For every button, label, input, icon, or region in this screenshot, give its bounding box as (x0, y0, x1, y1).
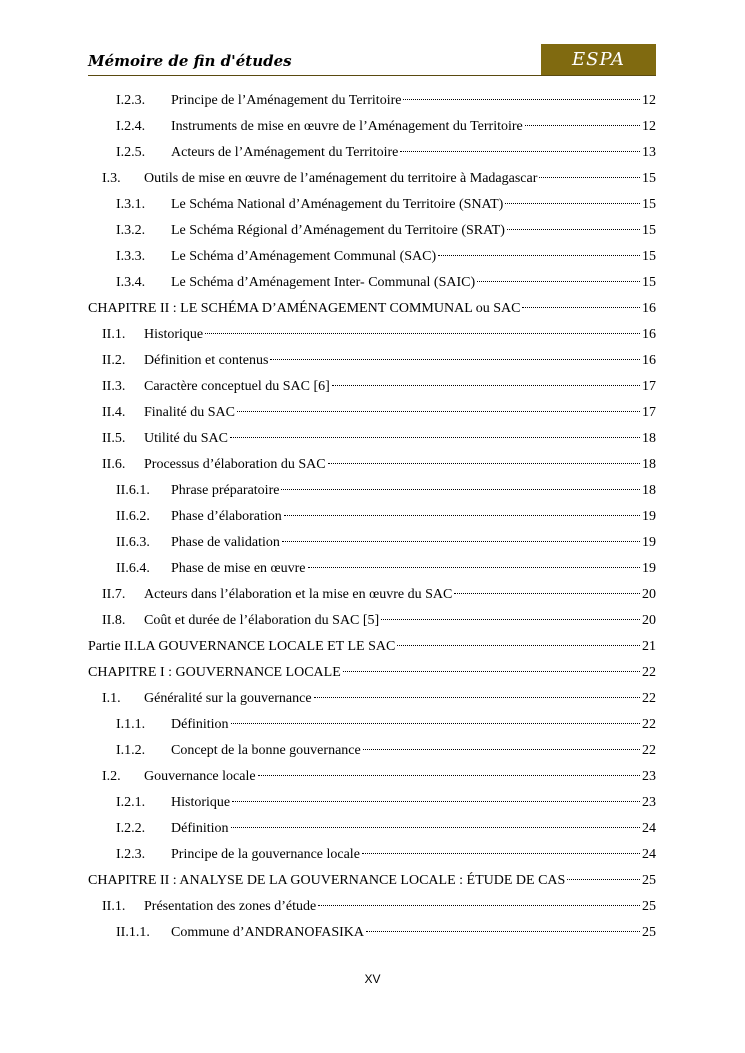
toc-entry-page: 13 (642, 145, 656, 160)
toc-entry[interactable] (88, 504, 656, 530)
toc-entry-number: II.6.2. (116, 509, 150, 524)
toc-leader-dots (454, 593, 640, 594)
toc-entry[interactable] (88, 400, 656, 426)
toc-entry-title: Commune d’ANDRANOFASIKA (171, 925, 365, 940)
toc-entry-title: Phase de validation (171, 535, 280, 550)
toc-leader-dots (403, 99, 640, 100)
toc-entry-number: I.2. (102, 769, 121, 784)
toc-entry-title: Coût et durée de l’élaboration du SAC [5] (144, 613, 380, 628)
toc-entry-title: Historique (144, 327, 204, 342)
toc-entry-title: Partie II.LA GOUVERNANCE LOCALE ET LE SAC (88, 639, 396, 654)
toc-entry-title: Acteurs dans l’élaboration et la mise en œuvre du SAC (144, 587, 453, 602)
toc-entry-title: Gouvernance locale (144, 769, 256, 784)
toc-entry[interactable] (88, 530, 656, 556)
toc-entry[interactable] (88, 868, 656, 894)
toc-entry[interactable] (88, 738, 656, 764)
toc-entry-number: I.3.1. (116, 197, 146, 212)
toc-leader-dots (477, 281, 640, 282)
toc-entry[interactable] (88, 296, 656, 322)
toc-leader-dots (438, 255, 640, 256)
toc-entry-page: 17 (642, 405, 656, 420)
page-header (88, 44, 656, 76)
toc-leader-dots (284, 515, 640, 516)
toc-entry-page: 24 (642, 821, 656, 836)
toc-entry[interactable] (88, 270, 656, 296)
toc-entry[interactable] (88, 816, 656, 842)
toc-entry-page: 24 (642, 847, 656, 862)
toc-entry-title: Phase d’élaboration (171, 509, 282, 524)
toc-leader-dots (318, 905, 640, 906)
toc-entry-number: I.1. (102, 691, 121, 706)
toc-entry-title: CHAPITRE II : LE SCHÉMA D’AMÉNAGEMENT COMMUNAL ou SAC (88, 301, 521, 316)
toc-entry-page: 16 (642, 301, 656, 316)
toc-entry-page: 25 (642, 925, 656, 940)
toc-leader-dots (328, 463, 640, 464)
toc-entry[interactable] (88, 634, 656, 660)
toc-entry-title: CHAPITRE II : ANALYSE DE LA GOUVERNANCE LOCALE : ÉTUDE DE CAS (88, 873, 566, 888)
toc-entry-page: 15 (642, 223, 656, 238)
toc-entry[interactable] (88, 764, 656, 790)
toc-entry-title: Concept de la bonne gouvernance (171, 743, 361, 758)
toc-leader-dots (525, 125, 640, 126)
toc-entry-page: 22 (642, 665, 656, 680)
toc-leader-dots (366, 931, 640, 932)
toc-entry-number: I.3.4. (116, 275, 146, 290)
toc-entry-number: II.3. (102, 379, 126, 394)
toc-leader-dots (362, 853, 640, 854)
toc-leader-dots (282, 541, 640, 542)
header-divider (88, 75, 656, 76)
toc-entry-number: I.2.3. (116, 93, 146, 108)
toc-leader-dots (230, 437, 640, 438)
toc-entry-title: Le Schéma National d’Aménagement du Territoire (SNAT) (171, 197, 504, 212)
toc-leader-dots (270, 359, 640, 360)
toc-entry[interactable] (88, 686, 656, 712)
toc-leader-dots (232, 801, 640, 802)
toc-entry-title: Acteurs de l’Aménagement du Territoire (171, 145, 399, 160)
toc-entry[interactable] (88, 712, 656, 738)
toc-entry-title: Le Schéma d’Aménagement Inter- Communal (SAIC) (171, 275, 476, 290)
toc-leader-dots (507, 229, 640, 230)
toc-leader-dots (314, 697, 640, 698)
toc-entry[interactable] (88, 166, 656, 192)
toc-entry-page: 18 (642, 431, 656, 446)
toc-entry-page: 19 (642, 509, 656, 524)
toc-entry[interactable] (88, 374, 656, 400)
toc-leader-dots (205, 333, 640, 334)
toc-entry-page: 21 (642, 639, 656, 654)
header-title: Mémoire de fin d'études (88, 52, 292, 70)
toc-entry-page: 15 (642, 275, 656, 290)
toc-entry-number: II.6.3. (116, 535, 150, 550)
toc-entry[interactable] (88, 894, 656, 920)
toc-entry-title: Généralité sur la gouvernance (144, 691, 312, 706)
toc-entry-page: 23 (642, 769, 656, 784)
toc-entry-title: Le Schéma Régional d’Aménagement du Territoire (SRAT) (171, 223, 505, 238)
toc-entry-title: Définition (171, 717, 229, 732)
toc-leader-dots (258, 775, 640, 776)
toc-entry-page: 25 (642, 899, 656, 914)
toc-entry-title: Instruments de mise en œuvre de l’Aménagement du Territoire (171, 119, 523, 134)
toc-entry[interactable] (88, 114, 656, 140)
toc-entry-page: 15 (642, 197, 656, 212)
toc-leader-dots (231, 723, 640, 724)
page-number: XV (364, 972, 381, 986)
toc-entry-number: II.7. (102, 587, 126, 602)
toc-entry-page: 20 (642, 587, 656, 602)
toc-entry[interactable] (88, 452, 656, 478)
toc-entry[interactable] (88, 88, 656, 114)
toc-entry-number: I.2.5. (116, 145, 146, 160)
toc-leader-dots (381, 619, 640, 620)
toc-entry-number: I.2.1. (116, 795, 146, 810)
toc-entry-number: I.1.1. (116, 717, 146, 732)
toc-entry-title: Phrase préparatoire (171, 483, 280, 498)
toc-entry-title: Historique (171, 795, 231, 810)
toc-leader-dots (343, 671, 640, 672)
toc-entry[interactable] (88, 582, 656, 608)
header-badge: ESPA (541, 44, 656, 75)
toc-entry-number: I.3.2. (116, 223, 146, 238)
toc-leader-dots (400, 151, 640, 152)
toc-entry[interactable] (88, 322, 656, 348)
toc-entry[interactable] (88, 218, 656, 244)
toc-entry-number: II.6. (102, 457, 126, 472)
toc-entry-title: Phase de mise en œuvre (171, 561, 306, 576)
toc-entry-number: I.1.2. (116, 743, 146, 758)
toc-leader-dots (231, 827, 640, 828)
toc-entry[interactable] (88, 608, 656, 634)
toc-entry-title: Outils de mise en œuvre de l’aménagement du territoire à Madagascar (144, 171, 538, 186)
toc-entry-number: I.3.3. (116, 249, 146, 264)
toc-entry-page: 19 (642, 535, 656, 550)
toc-entry-page: 18 (642, 483, 656, 498)
toc-entry-page: 16 (642, 353, 656, 368)
toc-leader-dots (539, 177, 640, 178)
toc-entry-number: II.8. (102, 613, 126, 628)
toc-leader-dots (363, 749, 640, 750)
toc-leader-dots (505, 203, 640, 204)
toc-entry[interactable] (88, 140, 656, 166)
toc-entry-page: 25 (642, 873, 656, 888)
toc-entry-title: Définition et contenus (144, 353, 269, 368)
toc-entry-title: Processus d’élaboration du SAC (144, 457, 326, 472)
toc-entry-number: II.6.4. (116, 561, 150, 576)
toc-leader-dots (522, 307, 640, 308)
toc-entry-number: II.2. (102, 353, 126, 368)
toc-entry-page: 12 (642, 119, 656, 134)
toc-leader-dots (397, 645, 640, 646)
toc-entry-title: Finalité du SAC (144, 405, 236, 420)
toc-entry-title: Présentation des zones d’étude (144, 899, 317, 914)
toc-entry[interactable] (88, 244, 656, 270)
toc-entry-page: 16 (642, 327, 656, 342)
toc-entry-number: II.6.1. (116, 483, 150, 498)
toc-entry-page: 15 (642, 249, 656, 264)
toc-entry[interactable] (88, 478, 656, 504)
toc-entry-title: Définition (171, 821, 229, 836)
toc-entry-number: I.2.4. (116, 119, 146, 134)
toc-entry[interactable] (88, 426, 656, 452)
toc-entry-number: I.2.3. (116, 847, 146, 862)
toc-entry-number: II.1. (102, 327, 126, 342)
toc-entry-page: 22 (642, 691, 656, 706)
toc-entry-page: 19 (642, 561, 656, 576)
toc-entry[interactable] (88, 790, 656, 816)
toc-entry-number: II.4. (102, 405, 126, 420)
toc-entry[interactable] (88, 192, 656, 218)
table-of-contents (88, 88, 656, 946)
toc-entry-title: Utilité du SAC (144, 431, 229, 446)
toc-entry-page: 15 (642, 171, 656, 186)
toc-entry-page: 18 (642, 457, 656, 472)
toc-entry-number: II.1. (102, 899, 126, 914)
toc-entry-number: I.3. (102, 171, 121, 186)
toc-entry-title: Le Schéma d’Aménagement Communal (SAC) (171, 249, 437, 264)
toc-entry-number: II.5. (102, 431, 126, 446)
toc-entry-title: CHAPITRE I : GOUVERNANCE LOCALE (88, 665, 341, 680)
toc-entry-title: Principe de l’Aménagement du Territoire (171, 93, 402, 108)
toc-entry-number: II.1.1. (116, 925, 150, 940)
toc-leader-dots (308, 567, 640, 568)
toc-entry[interactable] (88, 556, 656, 582)
toc-entry[interactable] (88, 348, 656, 374)
toc-leader-dots (237, 411, 640, 412)
toc-entry-title: Caractère conceptuel du SAC [6] (144, 379, 330, 394)
toc-entry-page: 20 (642, 613, 656, 628)
toc-leader-dots (567, 879, 640, 880)
toc-entry-number: I.2.2. (116, 821, 146, 836)
toc-leader-dots (281, 489, 640, 490)
toc-entry-page: 12 (642, 93, 656, 108)
toc-entry[interactable] (88, 842, 656, 868)
toc-entry-title: Principe de la gouvernance locale (171, 847, 360, 862)
toc-entry-page: 23 (642, 795, 656, 810)
toc-leader-dots (332, 385, 640, 386)
toc-entry-page: 22 (642, 743, 656, 758)
toc-entry[interactable] (88, 920, 656, 946)
toc-entry-page: 22 (642, 717, 656, 732)
toc-entry[interactable] (88, 660, 656, 686)
toc-entry-page: 17 (642, 379, 656, 394)
